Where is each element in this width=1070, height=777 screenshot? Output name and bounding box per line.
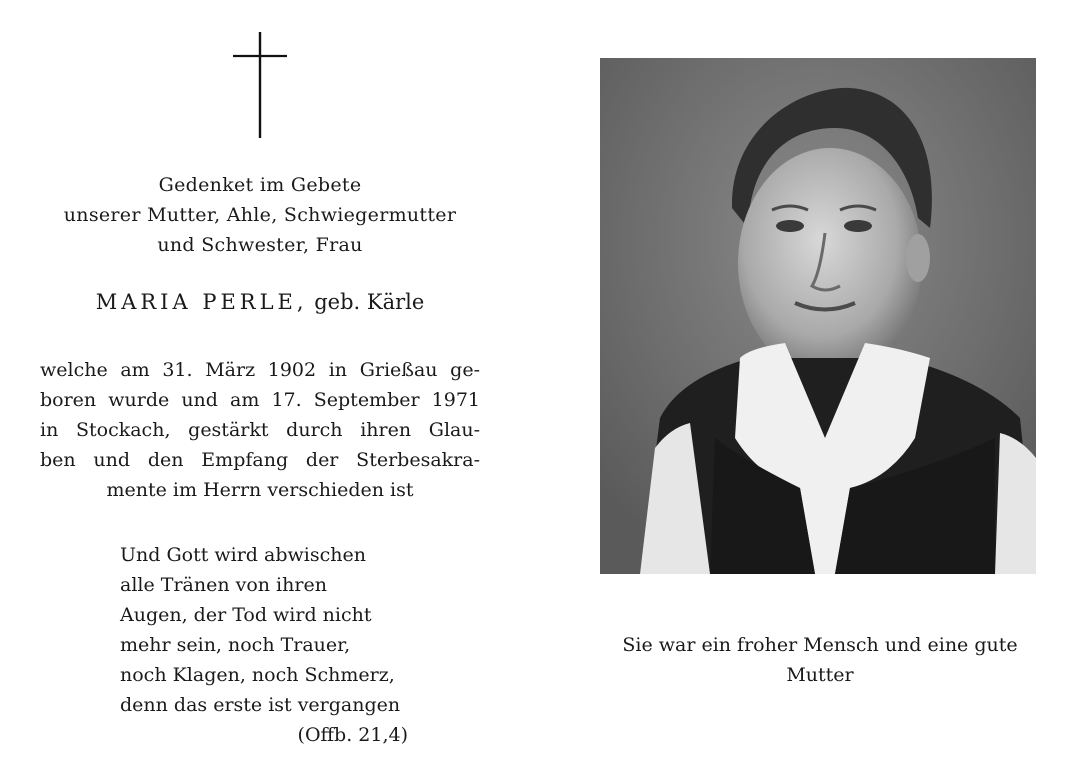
bio-line: boren wurde und am 17. September 1971 [40,389,480,411]
name-primary: MARIA PERLE, [95,290,308,314]
bio-line: ben und den Empfang der Sterbesakra- [40,449,480,471]
verse-line: denn das erste ist vergangen [120,694,401,716]
verse-line: Und Gott wird abwischen [120,544,366,566]
bio-line: in Stockach, gestärkt durch ihren Glau- [40,419,480,441]
caption-line: Sie war ein froher Mensch und eine gute [622,634,1018,656]
right-panel [530,0,1070,777]
verse-reference: (Offb. 21,4) [297,724,408,746]
intro-text [20,170,500,260]
verse-line: Augen, der Tod wird nicht [120,604,372,626]
verse-line: alle Tränen von ihren [120,574,327,596]
bio-line: welche am 31. März 1902 in Grießau ge- [40,359,480,381]
biography-text [40,355,480,505]
deceased-name [20,290,500,314]
cross-icon [230,30,290,140]
caption-line: Mutter [786,664,854,686]
verse-line: mehr sein, noch Trauer, [120,634,351,656]
verse-line: noch Klagen, noch Schmerz, [120,664,395,686]
photo-caption [570,630,1070,690]
intro-line: und Schwester, Frau [157,234,363,256]
left-panel [0,0,530,777]
bible-verse [120,540,430,750]
intro-line: unserer Mutter, Ahle, Schwiegermutter [63,204,457,226]
intro-line: Gedenket im Gebete [158,174,362,196]
name-maiden: geb. Kärle [307,290,425,314]
portrait-photo [600,58,1036,574]
bio-line: mente im Herrn verschieden ist [106,479,414,501]
